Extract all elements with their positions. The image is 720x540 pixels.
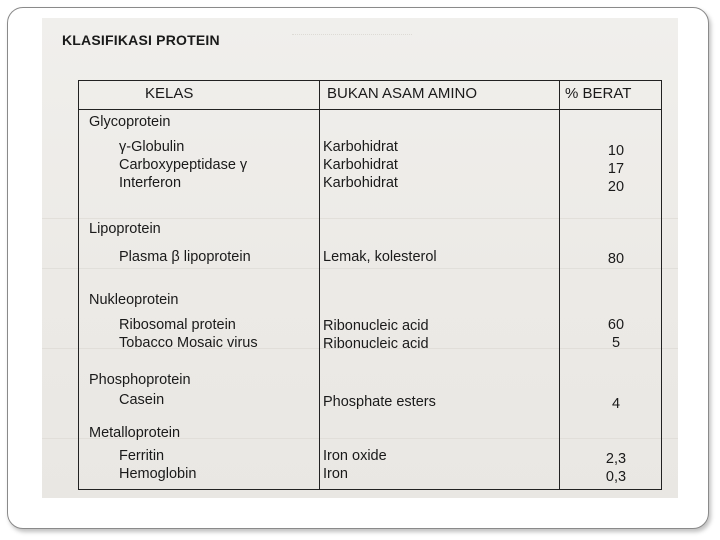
protein-name: Plasma β lipoprotein <box>119 249 251 265</box>
group-name: Metalloprotein <box>89 425 181 441</box>
group-name: Nukleoprotein <box>89 292 179 308</box>
non-amino-component: Ribonucleic acid <box>323 336 429 352</box>
scanned-page <box>42 18 678 498</box>
group-name: Phosphoprotein <box>89 372 191 388</box>
non-amino-component: Iron <box>323 466 348 482</box>
protein-name: Carboxypeptidase γ <box>119 157 248 173</box>
weight-percent: 5 <box>611 335 621 351</box>
column-header-kelas: KELAS <box>145 85 194 102</box>
column-header-bukan-asam-amino: BUKAN ASAM AMINO <box>327 85 478 102</box>
weight-percent: 4 <box>611 396 621 412</box>
protein-name: Hemoglobin <box>119 466 197 482</box>
protein-name: Interferon <box>119 175 182 191</box>
column-divider <box>319 81 320 489</box>
non-amino-component: Karbohidrat <box>323 157 398 173</box>
protein-name: γ-Globulin <box>119 139 185 155</box>
non-amino-component: Ribonucleic acid <box>323 318 429 334</box>
protein-classification-table <box>78 80 662 490</box>
non-amino-component: Karbohidrat <box>323 175 398 191</box>
group-name: Glycoprotein <box>89 114 171 130</box>
non-amino-component: Iron oxide <box>323 448 387 464</box>
weight-percent: 20 <box>607 179 625 195</box>
weight-percent: 17 <box>607 161 625 177</box>
header-divider <box>79 109 661 110</box>
protein-name: Ribosomal protein <box>119 317 236 333</box>
protein-name: Tobacco Mosaic virus <box>119 335 258 351</box>
weight-percent: 2,3 <box>605 451 627 467</box>
protein-name: Casein <box>119 392 165 408</box>
non-amino-component: Lemak, kolesterol <box>323 249 437 265</box>
document-title: KLASIFIKASI PROTEIN <box>62 32 220 48</box>
weight-percent: 10 <box>607 143 625 159</box>
weight-percent: 80 <box>607 251 625 267</box>
non-amino-component: Karbohidrat <box>323 139 398 155</box>
weight-percent: 60 <box>607 317 625 333</box>
column-divider <box>559 81 560 489</box>
weight-percent: 0,3 <box>605 469 627 485</box>
column-header-percent-berat: % BERAT <box>565 85 632 102</box>
group-name: Lipoprotein <box>89 221 161 237</box>
non-amino-component: Phosphate esters <box>323 394 436 410</box>
protein-name: Ferritin <box>119 448 165 464</box>
